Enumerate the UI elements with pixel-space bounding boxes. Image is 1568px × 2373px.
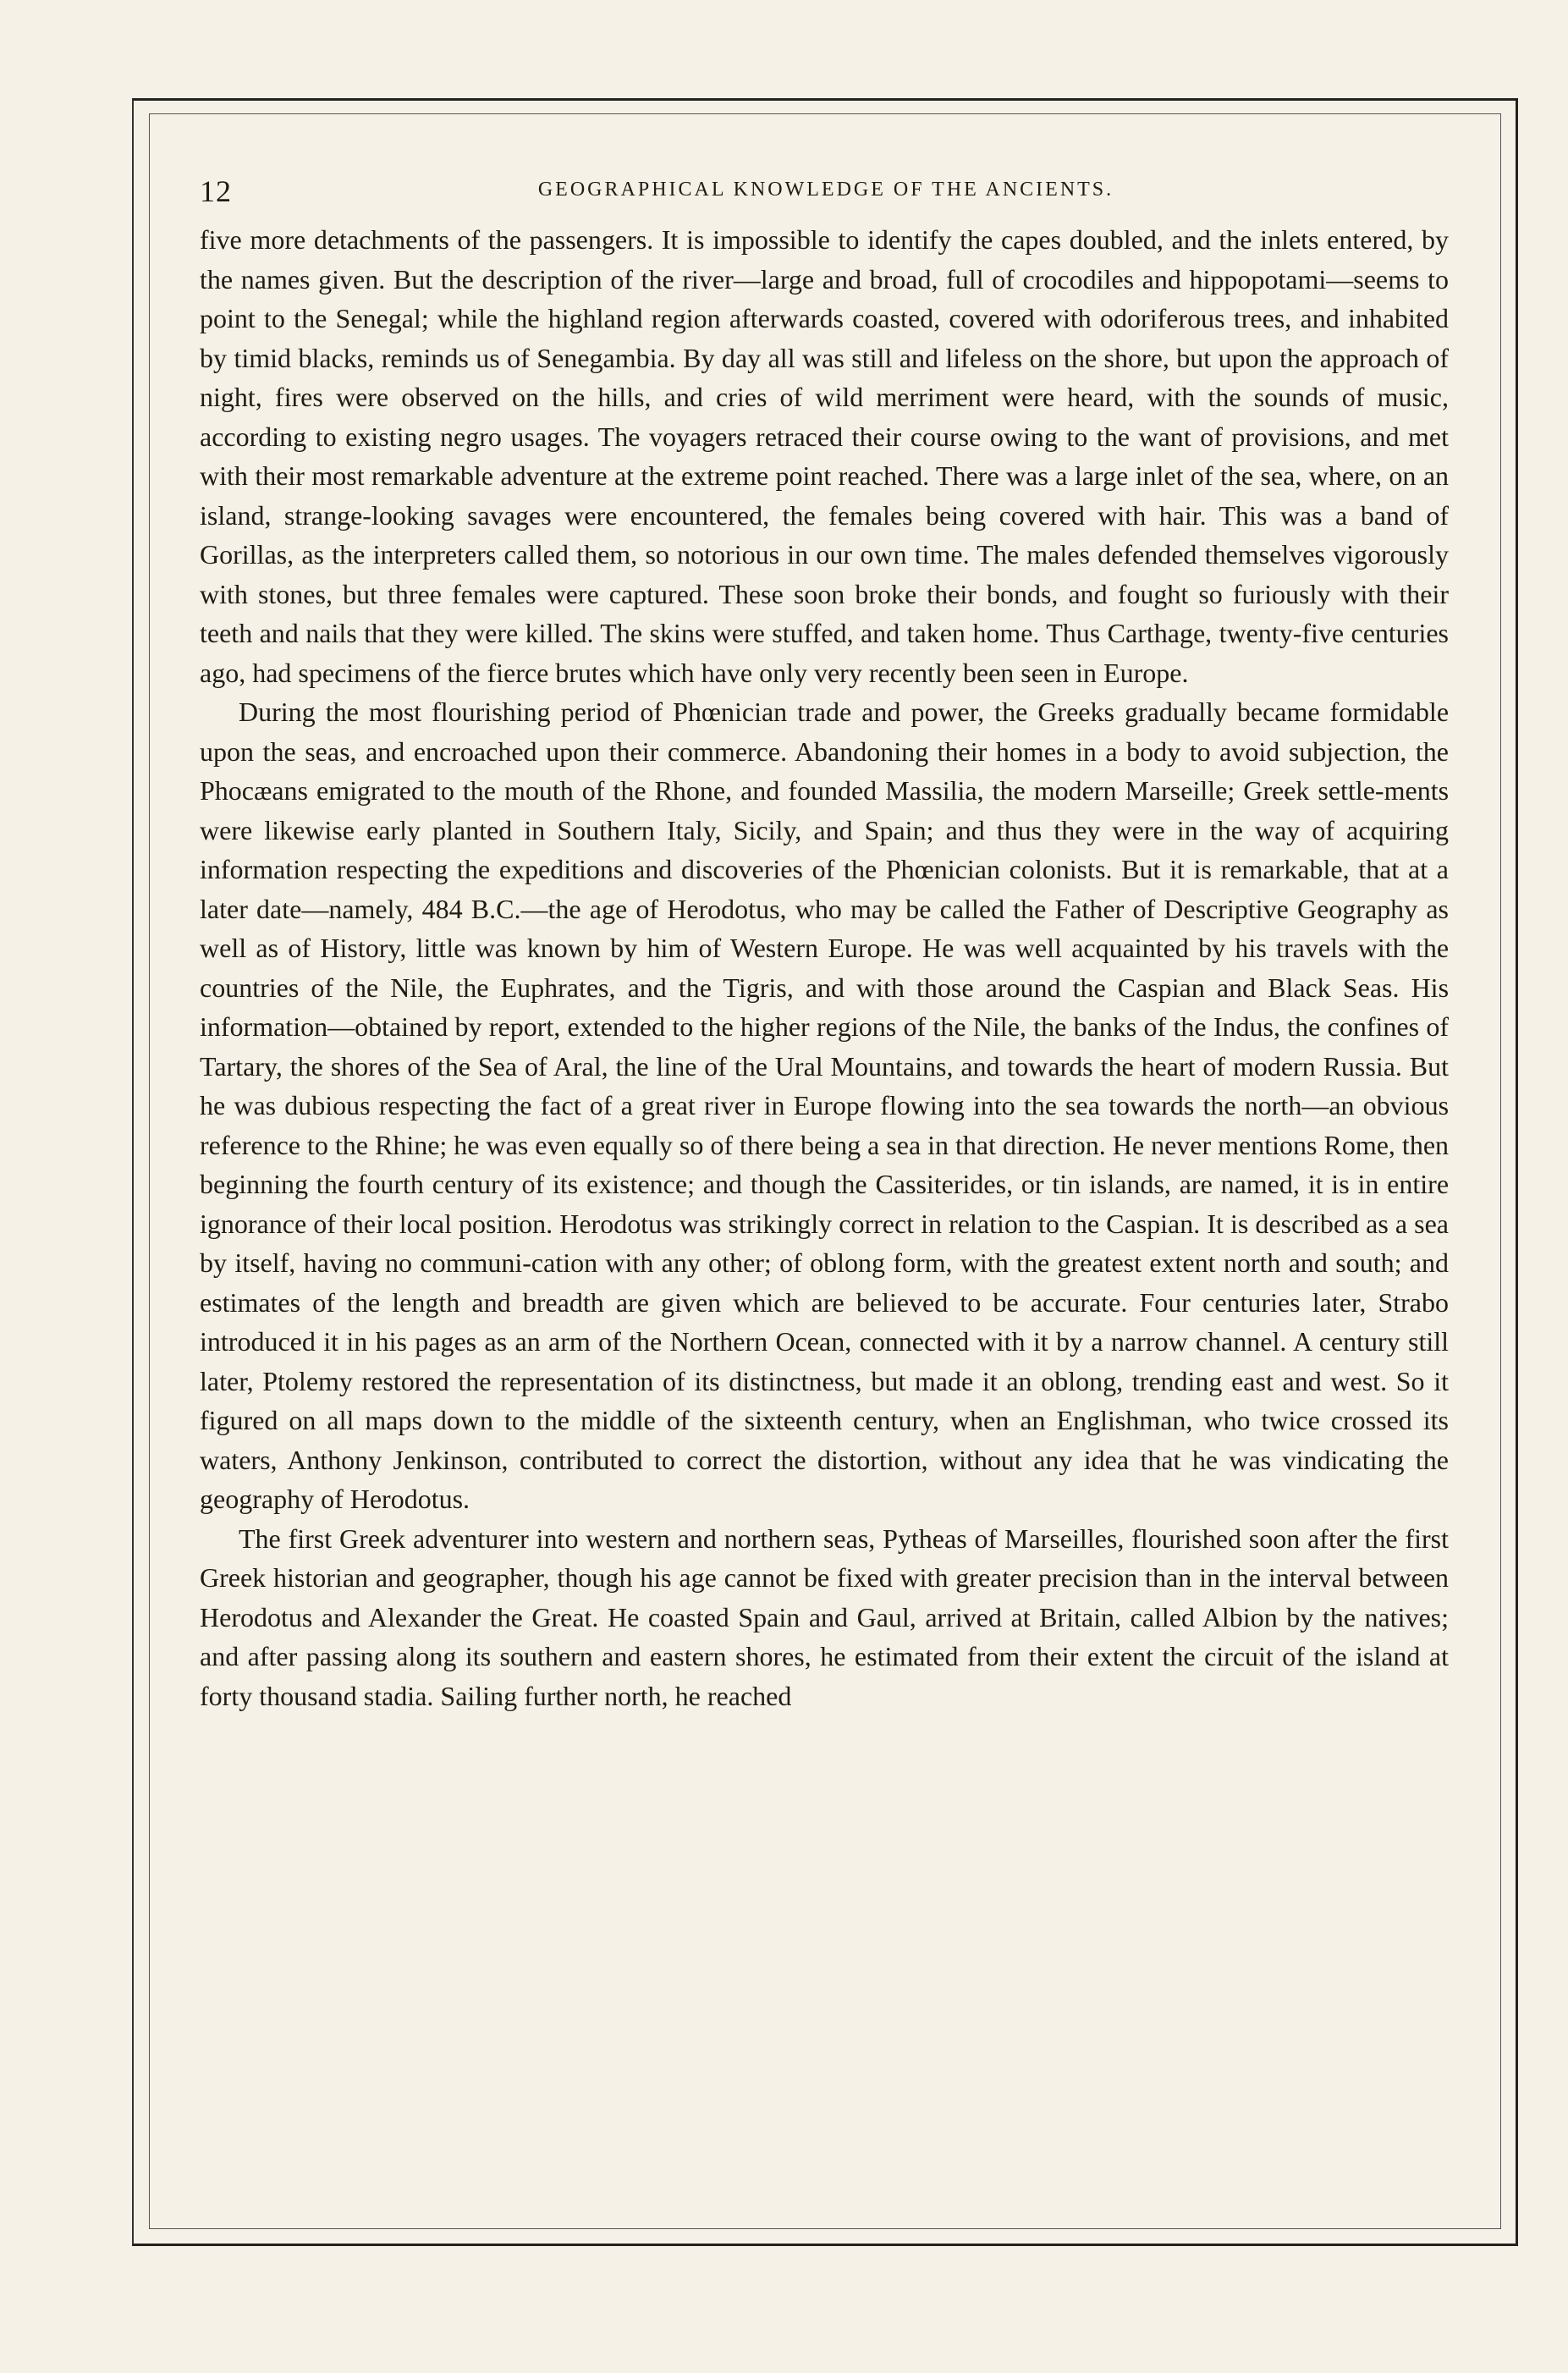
text-line: History, little was known by him of Western Europe. He was well acquainted by his (320, 933, 1267, 963)
text-line: shores of the Sea of Aral, the line of the Ural Mountains, and towards the heart of (330, 1050, 1226, 1082)
text-line: Abandoning their homes in a body to avoid subjection, the Phocæans emigrated to (200, 735, 1450, 806)
text-line: highland region afterwards coasted, covered with odoriferous trees, and inhabited by timid (200, 303, 1450, 373)
text-line: centuries later, Strabo introduced it in his pages as an arm of the Northern Ocean, (200, 1286, 1450, 1357)
text-line: nails that they were killed. The skins were stuffed, and taken home. Thus Carthage, (305, 618, 1213, 648)
text-line: broad, full of crocodiles and hippopotami—seems to point to the Senegal; while the (200, 263, 1450, 333)
text-line: correct in relation to the Caspian. It is described as a sea by itself, having no communi- (200, 1208, 1450, 1278)
body-text (200, 220, 1449, 1715)
paragraph (200, 220, 1449, 692)
text-line: adventure at the extreme point reached. There was a large inlet of the sea, where, on an (500, 460, 1450, 491)
text-line: upon the approach of night, fires were observed on the hills, and cries of wild merriment (200, 342, 1450, 412)
text-line: ments were likewise early planted in Southern Italy, Sicily, and Spain; and thus they (200, 775, 1450, 845)
text-line: gradually became formidable upon the seas, and encroached upon their commerce. (200, 696, 1450, 767)
text-line: connected with it by a narrow channel. A century still later, Ptolemy restored the (200, 1326, 1450, 1396)
running-head: GEOGRAPHICAL KNOWLEDGE OF THE ANCIENTS. (537, 179, 1114, 201)
page-number: 12 (200, 174, 232, 208)
text-line: captured. These soon broke their bonds, and fought so furiously with their teeth and (200, 578, 1450, 648)
text-line: five more detachments of the passengers. It is impossible to identify the capes doubled, (200, 224, 1164, 255)
text-line: are named, it is in entire ignorance of their local position. Herodotus was strikingly (200, 1169, 1450, 1239)
text-line: were in the way of acquiring information respecting the expeditions and discoveries of (200, 814, 1450, 884)
text-line: representation of its distinctness, but made it an oblong, trending east and west. So (500, 1365, 1425, 1396)
text-line: retraced their course owing to the want of provisions, and met with their most remarkable (200, 421, 1450, 491)
text-line: recently been seen in Europe. (868, 657, 1189, 688)
text-line: time. The males defended themselves vigorously with stones, but three females were (200, 539, 1450, 609)
text-line: modern Russia. But he was dubious respecting the fact of a great river in Europe (200, 1050, 1450, 1120)
text-line: estimates of the length and breadth are given which are believed to be accurate. Four (200, 1286, 1191, 1318)
text-line: the Great. He coasted Spain and Gaul, arrived at Britain, called Albion by the natives; (489, 1601, 1450, 1632)
text-line: the circuit of the island at forty thousand stadia. Sailing further north, he reached (200, 1641, 1450, 1711)
text-line: without any idea that he was vindicating the geography of Herodotus. (200, 1444, 1450, 1514)
text-line: travels with the countries of the Nile, the Euphrates, and the Tigris, and with those (200, 933, 1450, 1003)
text-line: be fixed with greater precision than in the interval between Herodotus and Alexander (200, 1562, 1450, 1632)
text-line: island, strange-looking savages were encountered, the females being covered with hair. (200, 499, 1207, 531)
paragraph (200, 1519, 1449, 1716)
text-line: flowing into the sea towards the north—an obvious reference to the Rhine; he was even (200, 1090, 1450, 1160)
text-line: beginning the fourth century of its existence; and though the Cassiterides, or tin islands, (200, 1169, 1171, 1199)
text-line: twenty-five centuries ago, had specimens of the fierce brutes which have only very (200, 618, 1450, 688)
text-line: age of Herodotus, who may be called the Father of Descriptive Geography as well as of (200, 893, 1450, 963)
text-line: During the most flourishing period of Phœnician trade and power, the Greeks (239, 696, 1114, 727)
text-line: the Phœnician colonists. But it is remarkable, that at a later date—namely, 484 B.C.—the (200, 854, 1450, 924)
paragraph (200, 692, 1449, 1519)
text-line: The first Greek adventurer into western and northern seas, Pytheas of Marseilles, (239, 1522, 1125, 1554)
page-header (200, 173, 1452, 207)
text-line: around the Caspian and Black Seas. His information—obtained by report, extended to (200, 972, 1450, 1042)
text-line: and after passing along its southern and eastern shores, he estimated from their extent (200, 1641, 1154, 1671)
text-line: who twice crossed its waters, Anthony Jenkinson, contributed to correct the distortion, (200, 1405, 1450, 1475)
text-line: it figured on all maps down to the middle of the sixteenth century, when an Englishman, (200, 1365, 1450, 1435)
text-line: flourished soon after the first Greek historian and geographer, though his age cannot (200, 1522, 1450, 1593)
text-line: This was a band of Gorillas, as the interpreters called them, so notorious in our own (200, 499, 1450, 570)
text-line: blacks, reminds us of Senegambia. By day all was still and lifeless on the shore, but (298, 342, 1212, 373)
text-line: equally so of there being a sea in that direction. He never mentions Rome, then (592, 1129, 1450, 1160)
text-line: the higher regions of the Nile, the banks of the Indus, the confines of Tartary, the (200, 1011, 1450, 1082)
text-line: and the inlets entered, by the names given. But the description of the river—large and (200, 224, 1450, 295)
text-line: were heard, with the sounds of music, according to existing negro usages. The voyagers (200, 382, 1450, 452)
text-line: the mouth of the Rhone, and founded Massilia, the modern Marseille; Greek settle- (462, 775, 1384, 806)
text-line: cation with any other; of oblong form, with the greatest extent north and south; and (531, 1247, 1450, 1278)
